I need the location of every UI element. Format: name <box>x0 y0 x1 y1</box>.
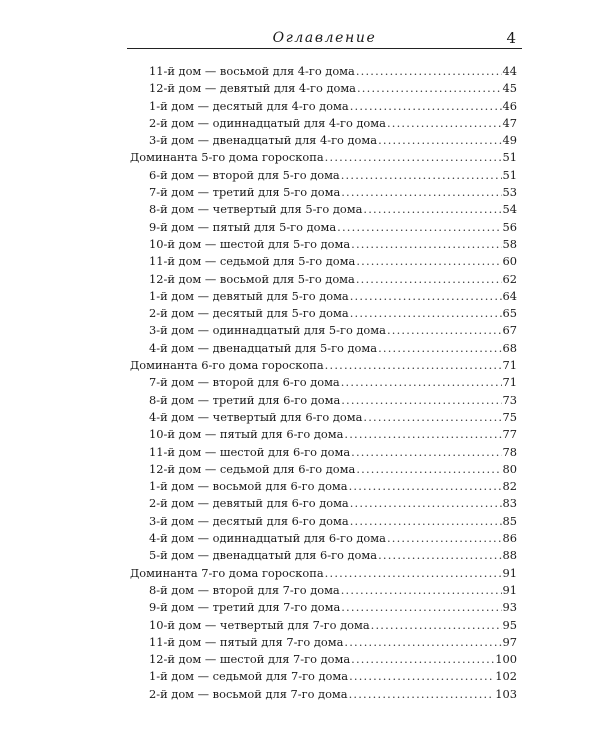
dot-leader <box>341 167 502 184</box>
toc-entry-page: 54 <box>502 202 517 217</box>
toc-entry-title: 1-й дом — девятый для 5-го дома <box>149 288 349 303</box>
toc-entry-page: 77 <box>502 427 517 442</box>
toc-subentry <box>130 63 517 80</box>
dot-leader <box>378 340 501 357</box>
toc-subentry <box>130 98 517 115</box>
toc-entry-page: 80 <box>502 461 517 476</box>
toc-entry-title: 12-й дом — шестой для 7-го дома <box>149 652 351 667</box>
dot-leader <box>351 444 501 461</box>
toc-entry-title: 10-й дом — пятый для 6-го дома <box>149 427 344 442</box>
dot-leader <box>341 184 501 201</box>
dot-leader <box>356 63 502 80</box>
toc-entry-page: 67 <box>502 323 517 338</box>
toc-entry-page: 103 <box>495 686 517 701</box>
toc-entry-title: 12-й дом — девятый для 4-го дома <box>149 81 356 96</box>
toc-entry-page: 93 <box>502 600 517 615</box>
dot-leader <box>371 617 502 634</box>
dot-leader <box>363 201 501 218</box>
toc-subentry <box>130 253 517 270</box>
toc-entry-page: 51 <box>502 167 517 182</box>
toc-entry-page: 97 <box>502 634 517 649</box>
toc-entry-title: 11-й дом — седьмой для 5-го дома <box>149 254 356 269</box>
dot-leader <box>325 565 502 582</box>
dot-leader <box>378 132 501 149</box>
toc-subentry <box>130 132 517 149</box>
toc-entry-title: 3-й дом — двенадцатый для 4-го дома <box>149 133 378 148</box>
toc-entry-page: 60 <box>502 254 517 269</box>
toc-entry-title: 8-й дом — третий для 6-го дома <box>149 392 341 407</box>
toc-entry-title: 7-й дом — второй для 6-го дома <box>149 375 340 390</box>
toc-subentry <box>130 219 517 236</box>
toc-entry-page: 71 <box>502 358 517 373</box>
toc-section-entry <box>130 357 517 374</box>
toc-subentry <box>130 530 517 547</box>
toc-entry-title: 2-й дом — десятый для 5-го дома <box>149 306 349 321</box>
dot-leader <box>344 634 501 651</box>
toc-entry-page: 44 <box>502 64 517 78</box>
toc-entry-title: 8-й дом — четвертый для 5-го дома <box>149 202 363 217</box>
toc-entry-page: 71 <box>502 375 517 390</box>
toc-entry-page: 47 <box>502 115 517 130</box>
toc-subentry <box>130 513 517 530</box>
dot-leader <box>325 357 502 374</box>
toc-subentry <box>130 374 517 391</box>
toc-entry-page: 100 <box>495 652 517 667</box>
toc-entry-page: 68 <box>502 340 517 355</box>
toc-section-entry <box>130 149 517 166</box>
toc-subentry <box>130 392 517 409</box>
toc-entry-title: 1-й дом — седьмой для 7-го дома <box>149 669 349 684</box>
toc-entry-page: 91 <box>502 565 517 580</box>
dot-leader <box>337 219 501 236</box>
toc-subentry <box>130 686 517 703</box>
toc-entry-page: 64 <box>502 288 517 303</box>
dot-leader <box>356 271 502 288</box>
dot-leader <box>349 478 502 495</box>
toc-entry-page: 102 <box>495 669 517 684</box>
toc-entry-page: 65 <box>502 306 517 321</box>
dot-leader <box>341 392 501 409</box>
toc-entry-page: 85 <box>502 513 517 528</box>
toc-entry-title: 11-й дом — пятый для 7-го дома <box>149 634 344 649</box>
toc-subentry <box>130 236 517 253</box>
toc-subentry <box>130 201 517 218</box>
toc-entry-title: 2-й дом — одиннадцатый для 4-го дома <box>149 115 386 130</box>
toc-subentry <box>130 461 517 478</box>
dot-leader <box>341 599 501 616</box>
dot-leader <box>325 149 502 166</box>
dot-leader <box>387 530 502 547</box>
running-header <box>127 28 522 49</box>
toc-subentry <box>130 651 517 668</box>
toc-entry-page: 83 <box>502 496 517 511</box>
toc-entry-title: 4-й дом — четвертый для 6-го дома <box>149 409 363 424</box>
dot-leader <box>357 80 502 97</box>
toc-entry-title: 7-й дом — третий для 5-го дома <box>149 185 341 200</box>
toc-section-entry <box>130 565 517 582</box>
toc-entry-page: 62 <box>502 271 517 286</box>
toc-subentry <box>130 426 517 443</box>
toc-entry-title: 2-й дом — восьмой для 7-го дома <box>149 686 348 701</box>
toc-subentry <box>130 288 517 305</box>
toc-entry-page: 86 <box>502 531 517 546</box>
toc-subentry <box>130 617 517 634</box>
toc-subentry <box>130 184 517 201</box>
toc-entry-title: Доминанта 6-го дома гороскопа <box>130 358 324 373</box>
dot-leader <box>363 409 501 426</box>
toc-subentry <box>130 305 517 322</box>
toc-entry-title: 1-й дом — восьмой для 6-го дома <box>149 479 348 494</box>
toc-subentry <box>130 495 517 512</box>
toc-subentry <box>130 599 517 616</box>
toc-entry-page: 56 <box>502 219 517 234</box>
dot-leader <box>387 115 502 132</box>
toc-entry-title: 3-й дом — десятый для 6-го дома <box>149 513 349 528</box>
page-number: 4 <box>506 29 516 47</box>
dot-leader <box>344 426 501 443</box>
toc-entry-title: 8-й дом — второй для 7-го дома <box>149 582 340 597</box>
toc-entry-page: 78 <box>502 444 517 459</box>
toc-entry-page: 49 <box>502 133 517 148</box>
toc-entry-title: 2-й дом — девятый для 6-го дома <box>149 496 349 511</box>
dot-leader <box>356 461 501 478</box>
toc-subentry <box>130 547 517 564</box>
toc-subentry <box>130 582 517 599</box>
toc-entry-title: 10-й дом — четвертый для 7-го дома <box>149 617 370 632</box>
toc-entry-title: 3-й дом — одиннадцатый для 5-го дома <box>149 323 386 338</box>
running-title: Оглавление <box>272 30 377 46</box>
dot-leader <box>341 374 502 391</box>
toc-entry-title: 4-й дом — одиннадцатый для 6-го дома <box>149 531 386 546</box>
toc-entry-page: 46 <box>502 98 517 113</box>
dot-leader <box>378 547 501 564</box>
dot-leader <box>349 668 494 685</box>
dot-leader <box>356 253 501 270</box>
toc-entry-page: 51 <box>502 150 517 165</box>
dot-leader <box>387 322 502 339</box>
toc-subentry <box>130 322 517 339</box>
table-of-contents <box>130 63 517 703</box>
toc-subentry <box>130 115 517 132</box>
toc-subentry <box>130 478 517 495</box>
toc-entry-title: 6-й дом — второй для 5-го дома <box>149 167 340 182</box>
toc-entry-title: 5-й дом — двенадцатый для 6-го дома <box>149 548 378 563</box>
dot-leader <box>350 495 502 512</box>
toc-entry-page: 95 <box>502 617 517 632</box>
dot-leader <box>341 582 502 599</box>
toc-entry-title: 1-й дом — десятый для 4-го дома <box>149 98 349 113</box>
toc-entry-page: 82 <box>502 479 517 494</box>
toc-subentry <box>130 80 517 97</box>
toc-entry-page: 88 <box>502 548 517 563</box>
toc-entry-title: 9-й дом — пятый для 5-го дома <box>149 219 337 234</box>
dot-leader <box>351 236 501 253</box>
toc-entry-page: 73 <box>502 392 517 407</box>
toc-entry-page: 75 <box>502 409 517 424</box>
toc-subentry <box>130 167 517 184</box>
dot-leader <box>351 651 494 668</box>
toc-entry-title: 9-й дом — третий для 7-го дома <box>149 600 341 615</box>
toc-subentry <box>130 340 517 357</box>
toc-entry-page: 45 <box>502 81 517 96</box>
toc-subentry <box>130 668 517 685</box>
toc-entry-title: 11-й дом — восьмой для 4-го дома <box>149 64 355 78</box>
toc-entry-title: 12-й дом — седьмой для 6-го дома <box>149 461 356 476</box>
toc-entry-title: Доминанта 7-го дома гороскопа <box>130 565 324 580</box>
toc-entry-title: 11-й дом — шестой для 6-го дома <box>149 444 351 459</box>
toc-subentry <box>130 634 517 651</box>
toc-entry-title: 10-й дом — шестой для 5-го дома <box>149 236 351 251</box>
toc-entry-title: 12-й дом — восьмой для 5-го дома <box>149 271 355 286</box>
dot-leader <box>350 305 502 322</box>
toc-entry-page: 53 <box>502 185 517 200</box>
toc-subentry <box>130 444 517 461</box>
toc-subentry <box>130 409 517 426</box>
dot-leader <box>349 686 495 703</box>
toc-subentry <box>130 271 517 288</box>
toc-entry-title: 4-й дом — двенадцатый для 5-го дома <box>149 340 378 355</box>
toc-entry-title: Доминанта 5-го дома гороскопа <box>130 150 324 165</box>
dot-leader <box>350 98 502 115</box>
dot-leader <box>350 288 502 305</box>
toc-entry-page: 58 <box>502 236 517 251</box>
dot-leader <box>350 513 502 530</box>
toc-entry-page: 91 <box>502 582 517 597</box>
